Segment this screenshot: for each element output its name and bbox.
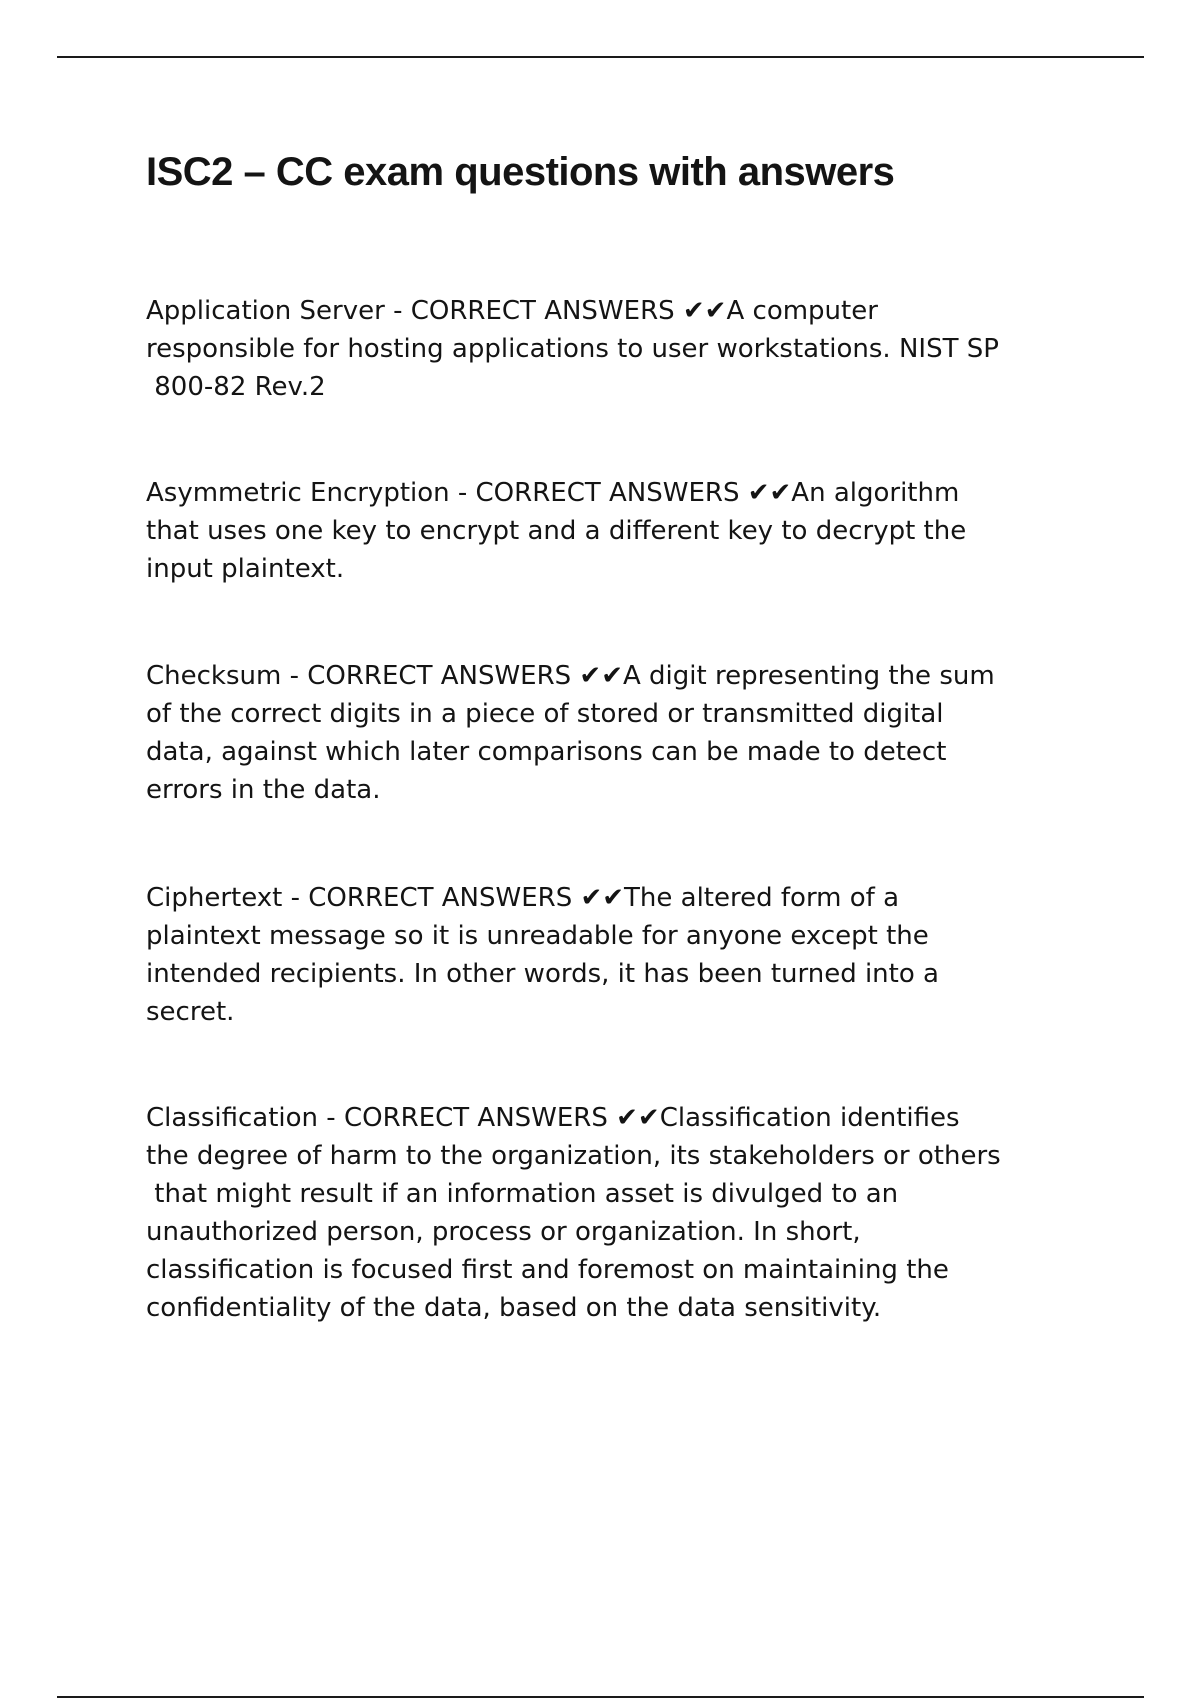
entry-line: intended recipients. In other words, it has been turned into a <box>146 959 939 989</box>
entry-line: classification is focused first and foremost on maintaining the <box>146 1255 949 1285</box>
entry-line: Ciphertext - CORRECT ANSWERS ✔✔The altered form of a <box>146 883 900 913</box>
entry-classification <box>146 1099 1001 1327</box>
entry-asymmetric-encryption <box>146 474 966 588</box>
entry-line: that might result if an information asset is divulged to an <box>146 1179 899 1209</box>
entry-line: secret. <box>146 997 235 1027</box>
entry-ciphertext <box>146 879 939 1031</box>
entry-line: that uses one key to encrypt and a different key to decrypt the <box>146 516 967 546</box>
entry-line: Application Server - CORRECT ANSWERS ✔✔A computer <box>146 296 878 326</box>
entry-line: Checksum - CORRECT ANSWERS ✔✔A digit representing the sum <box>146 661 995 691</box>
document-title: ISC2 – CC exam questions with answers <box>146 150 895 194</box>
entry-checksum <box>146 657 995 809</box>
entry-line: errors in the data. <box>146 775 381 805</box>
entry-line: responsible for hosting applications to user workstations. NIST SP <box>146 334 999 364</box>
entry-line: Classification - CORRECT ANSWERS ✔✔Classification identifies <box>146 1103 960 1133</box>
entry-line: Asymmetric Encryption - CORRECT ANSWERS ✔✔An algorithm <box>146 478 960 508</box>
entry-line: input plaintext. <box>146 554 345 584</box>
entry-line: 800-82 Rev.2 <box>146 372 326 402</box>
entry-line: of the correct digits in a piece of stored or transmitted digital <box>146 699 944 729</box>
bottom-rule <box>57 1696 1144 1698</box>
entry-line: confidentiality of the data, based on the data sensitivity. <box>146 1293 882 1323</box>
entry-line: plaintext message so it is unreadable for anyone except the <box>146 921 929 951</box>
entry-line: data, against which later comparisons can be made to detect <box>146 737 947 767</box>
entry-line: unauthorized person, process or organization. In short, <box>146 1217 861 1247</box>
entry-application-server <box>146 292 999 406</box>
entry-line: the degree of harm to the organization, its stakeholders or others <box>146 1141 1001 1171</box>
top-rule <box>57 56 1144 58</box>
